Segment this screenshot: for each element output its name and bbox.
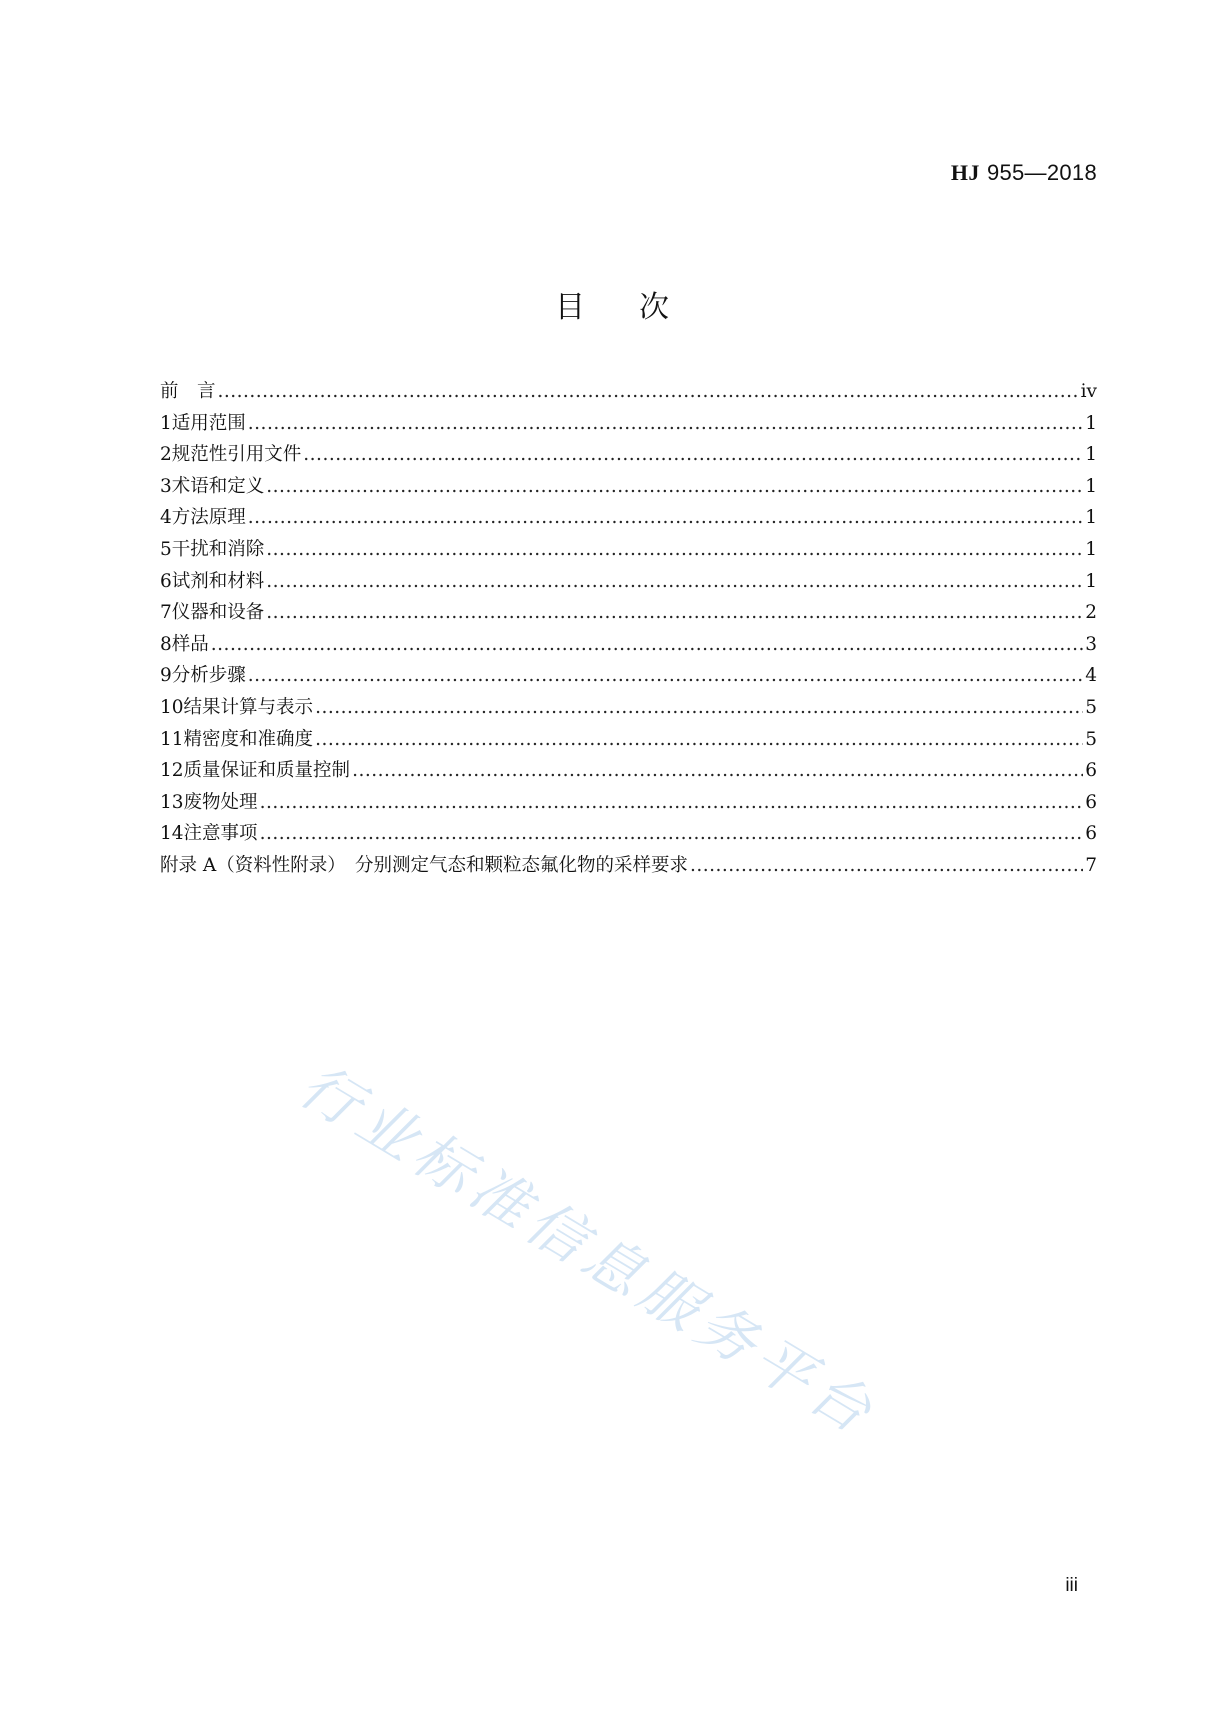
toc-leader-dots	[315, 729, 1083, 750]
toc-leader-dots	[248, 507, 1083, 528]
toc-entry-number: 13	[160, 791, 184, 813]
toc-entry-page: 1	[1085, 412, 1097, 434]
toc-entry-page: 2	[1085, 602, 1097, 624]
toc-entry-label: 仪器和设备	[171, 602, 265, 624]
toc-entry-page: 1	[1085, 538, 1097, 560]
toc-leader-dots	[211, 634, 1083, 655]
toc-leader-dots	[260, 792, 1084, 813]
toc-leader-dots	[315, 697, 1083, 718]
toc-entry[interactable]	[160, 440, 1097, 472]
toc-entry-label: 废物处理	[183, 791, 258, 813]
toc-entry-label: 附录 A（资料性附录） 分别测定气态和颗粒态氟化物的采样要求	[160, 854, 688, 876]
toc-entry-page: iv	[1080, 381, 1097, 402]
toc-entry-number: 6	[160, 570, 172, 592]
toc-entry-label: 结果计算与表示	[183, 696, 314, 718]
watermark: 行业标准信息服务平台	[288, 1051, 890, 1450]
toc-entry[interactable]	[160, 851, 1097, 883]
standard-code	[951, 160, 1097, 186]
toc-entry-page: 5	[1085, 696, 1097, 718]
toc-entry-label: 前 言	[160, 381, 216, 402]
page-title: 目次	[555, 290, 723, 325]
toc-leader-dots	[266, 571, 1083, 592]
toc-entry-number: 10	[160, 696, 184, 718]
toc-entry-page: 1	[1085, 507, 1097, 529]
toc-leader-dots	[266, 539, 1083, 560]
toc-leader-dots	[352, 760, 1083, 781]
toc-entry-page: 7	[1085, 854, 1097, 876]
toc-leader-dots	[303, 444, 1083, 465]
toc-entry-label: 术语和定义	[171, 475, 265, 497]
toc-entry-label: 精密度和准确度	[183, 728, 314, 750]
toc-entry-number: 3	[160, 475, 172, 497]
toc-entry-page: 1	[1085, 570, 1097, 592]
toc-entry-number: 5	[160, 538, 172, 560]
toc-leader-dots	[266, 602, 1083, 623]
toc-leader-dots	[248, 413, 1083, 434]
toc-entry-number: 7	[160, 602, 172, 624]
toc-entry[interactable]	[160, 503, 1097, 535]
toc-entry-label: 试剂和材料	[171, 570, 265, 592]
toc-entry[interactable]	[160, 788, 1097, 820]
page-number: iii	[1065, 1575, 1078, 1596]
toc-entry[interactable]	[160, 819, 1097, 851]
toc-entry[interactable]	[160, 535, 1097, 567]
toc-entry-label: 规范性引用文件	[171, 444, 302, 466]
toc-leader-dots	[690, 855, 1083, 876]
toc-entry-page: 1	[1085, 444, 1097, 466]
toc-entry-page: 3	[1085, 633, 1097, 655]
toc-entry-page: 6	[1085, 760, 1097, 782]
toc-leader-dots	[266, 476, 1083, 497]
toc-entry[interactable]	[160, 472, 1097, 504]
toc-leader-dots	[218, 381, 1079, 402]
table-of-contents	[160, 377, 1097, 883]
toc-entry-page: 1	[1085, 475, 1097, 497]
toc-entry-label: 样品	[171, 633, 209, 655]
toc-entry-number: 9	[160, 665, 172, 687]
toc-entry[interactable]	[160, 756, 1097, 788]
toc-entry-number: 12	[160, 760, 184, 782]
toc-entry-page: 5	[1085, 728, 1097, 750]
toc-entry-number: 8	[160, 633, 172, 655]
toc-entry-number: 11	[160, 728, 184, 750]
toc-entry[interactable]	[160, 693, 1097, 725]
toc-leader-dots	[248, 665, 1083, 686]
standard-code-number: 955—2018	[986, 160, 1097, 185]
standard-code-prefix: HJ	[950, 160, 980, 185]
toc-entry-label: 分析步骤	[171, 665, 246, 687]
toc-entry-label: 干扰和消除	[171, 538, 265, 560]
toc-entry-number: 14	[160, 823, 184, 845]
toc-entry-page: 4	[1085, 665, 1097, 687]
toc-entry-label: 质量保证和质量控制	[183, 760, 351, 782]
toc-entry-page: 6	[1085, 791, 1097, 813]
toc-entry[interactable]	[160, 725, 1097, 757]
toc-entry[interactable]	[160, 409, 1097, 441]
toc-entry[interactable]	[160, 630, 1097, 662]
toc-entry-number: 1	[160, 412, 172, 434]
toc-entry-page: 6	[1085, 823, 1097, 845]
toc-entry-label: 适用范围	[171, 412, 246, 434]
toc-entry-label: 方法原理	[171, 507, 246, 529]
toc-leader-dots	[260, 823, 1084, 844]
toc-entry[interactable]	[160, 598, 1097, 630]
toc-entry[interactable]	[160, 661, 1097, 693]
toc-entry-number: 2	[160, 444, 172, 466]
toc-entry[interactable]	[160, 567, 1097, 599]
toc-entry-label: 注意事项	[183, 823, 258, 845]
toc-entry[interactable]	[160, 377, 1097, 409]
toc-entry-number: 4	[160, 507, 172, 529]
